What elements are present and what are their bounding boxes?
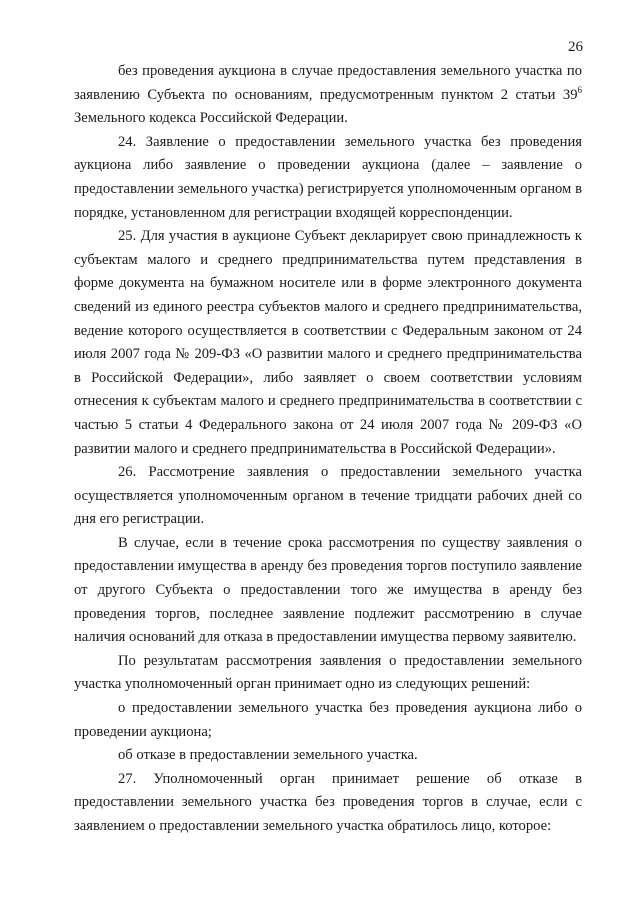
paragraph-25: 25. Для участия в аукционе Субъект декларирует свою принадлежность к субъектам малого и среднего предпринимательства путем представления в форме документа на бумажном носителе или в форме электронного документа сведений из единого реестра субъектов малого и среднего предпринимательства, ведение которого осуществляется в соответствии с Федеральным законом от 24 июля 2007 года № 209-ФЗ «О развитии малого и среднего предпринимательства в Российской Федерации», либо заявляет о своем соответствии условиям отнесения к субъектам малого и среднего предпринимательства в соответствии с частью 5 статьи 4 Федерального закона от 24 июля 2007 года № 209-ФЗ «О развитии малого и среднего предпринимательства в Российской Федерации». — [74, 228, 582, 457]
paragraph-text: Земельного кодекса Российской Федерации. — [74, 110, 348, 127]
paragraph-24: 24. Заявление о предоставлении земельного участка без проведения аукциона либо заявление о проведении аукциона (далее – заявление о предоставлении земельного участка) регистрируется уполномоченным органом в порядке, установленном для регистрации входящей корреспонденции. — [74, 133, 582, 221]
paragraph-text: без проведения аукциона в случае предоставления земельного участка по заявлению Субъекта по основаниям, предусмотренным пунктом 2 статьи 39 — [74, 63, 582, 103]
paragraph-case: В случае, если в течение срока рассмотрения по существу заявления о предоставлении имущества в аренду без проведения торгов поступило заявление от другого Субъекта о предоставлении того же имущества в аренду без проведения торгов, последнее заявление подлежит рассмотрению в случае наличия оснований для отказа в предоставлении имущества первому заявителю. — [74, 534, 582, 646]
page-number: 26 — [568, 39, 583, 55]
paragraph-decision-option-2: об отказе в предоставлении земельного участка. — [118, 747, 418, 764]
superscript-article-index: 6 — [577, 84, 582, 95]
paragraph-26: 26. Рассмотрение заявления о предоставлении земельного участка осуществляется уполномоченным органом в течение тридцати рабочих дней со дня его регистрации. — [74, 464, 582, 528]
document-body — [74, 60, 582, 839]
paragraph-continuation — [74, 60, 582, 131]
paragraph-decision-intro: По результатам рассмотрения заявления о предоставлении земельного участка уполномоченный орган принимает одно из следующих решений: — [74, 652, 582, 693]
paragraph-decision-option-1: о предоставлении земельного участка без проведения аукциона либо о проведении аукциона; — [74, 700, 582, 740]
paragraph-27: 27. Уполномоченный орган принимает решение об отказе в предоставлении земельного участка без проведения торгов в случае, если с заявлением о предоставлении земельного участка обратилось лицо, которое: — [74, 770, 582, 834]
